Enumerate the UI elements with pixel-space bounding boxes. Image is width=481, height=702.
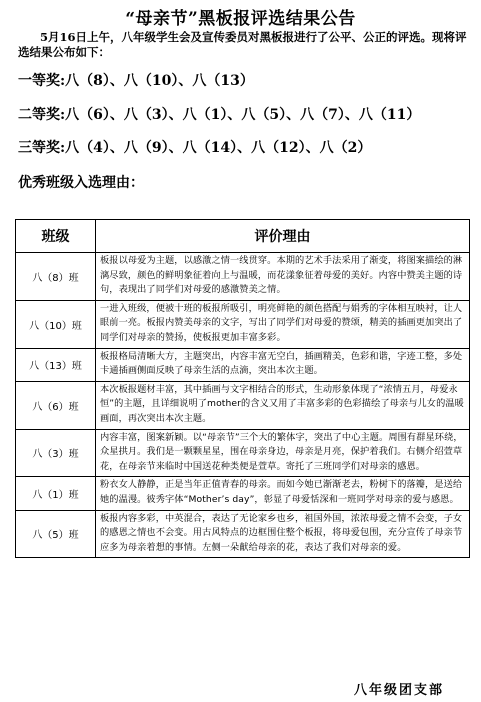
award-first	[18, 70, 254, 90]
header-reason: 评价理由	[96, 220, 470, 253]
award-classes: 八（4）、八（9）、八（14）、八（12）、八（2）	[65, 140, 372, 156]
page-title: “母亲节”黑板报评选结果公告	[125, 9, 356, 29]
class-cell: 八（10）班	[16, 300, 96, 348]
class-cell: 八（5）班	[16, 510, 96, 558]
evaluation-table	[15, 219, 470, 558]
class-cell: 八（1）班	[16, 477, 96, 510]
header-class: 班级	[16, 220, 96, 253]
award-third	[18, 137, 371, 157]
reason-cell: 粉衣女人静静，正是当年正值青春的母亲。而如今她已渐渐老去，粉树下的落瓣，是送给她的温漫。彼秀字体“Mother’s day”，彰显了母爱恬深和一班同学对母亲的爱与感恩。	[96, 477, 470, 510]
intro-paragraph: 5月16日上午，八年级学生会及宣传委员对黑板报进行了公平、公正的评选。现将评选结果公布如下：	[18, 30, 467, 59]
reason-cell: 本次板报题材丰富，其中插画与文字相结合的形式，生动形象体现了“浓情五月，母爱永恒”的主题，且详细说明了mother的含义又用了丰富多彩的色彩描绘了母亲与儿女的温暖画面，再次突出本次主题。	[96, 381, 470, 429]
table-row	[16, 381, 470, 429]
award-classes: 八（8）、八（10）、八（13）	[65, 73, 254, 89]
reason-cell: 板报以母爱为主题，以感激之情一线贯穿。本期的艺术手法采用了渐变，将图案描绘的淋漓尽致，颜色的鲜明象征着向上与温暖，而花漾象征着母爱的美好。内容中赞美主题的诗句，表现出了同学们对母爱的感激赞美之情。	[96, 253, 470, 301]
class-cell: 八（13）班	[16, 348, 96, 381]
class-cell: 八（8）班	[16, 253, 96, 301]
award-second	[18, 104, 420, 124]
reason-cell: 内容丰富，图案新颖。以“母亲节”三个大的繁体字，突出了中心主题。周围有群星环绕，众星拱月。我们是一颗颗星星，围在母亲身边，母亲是月亮，保护着我们。右侧介绍萱草花，在母亲节来临时中国送花种类便是萱草。寄托了三班同学们对母亲的感恩。	[96, 429, 470, 477]
award-label: 一等奖:	[18, 73, 66, 89]
table-row	[16, 510, 470, 558]
table-row	[16, 477, 470, 510]
award-label: 三等奖:	[18, 140, 66, 156]
table-row	[16, 300, 470, 348]
table-row	[16, 348, 470, 381]
signature: 八年级团支部	[354, 683, 445, 698]
reason-cell: 板报格局清晰大方，主题突出，内容丰富无空白，插画精美，色彩和谐，字迹工整，多处卡通插画侧面反映了母亲生活的点滴，突出本次主题。	[96, 348, 470, 381]
award-classes: 八（6）、八（3）、八（1）、八（5）、八（7）、八（11）	[65, 107, 421, 123]
class-cell: 八（6）班	[16, 381, 96, 429]
table-row	[16, 253, 470, 301]
table-row	[16, 429, 470, 477]
class-cell: 八（3）班	[16, 429, 96, 477]
reason-cell: 一进入班级，便被十班的板报所吸引，明亮鲜艳的颜色搭配与娟秀的字体相互映衬，让人眼前一亮。板报内赞美母亲的文字，写出了同学们对母爱的赞颂，精美的插画更加突出了同学们对母亲的赞扬，使板报更加丰富多彩。	[96, 300, 470, 348]
award-label: 二等奖:	[18, 107, 66, 123]
table-header-row	[16, 220, 470, 253]
reason-heading: 优秀班级入选理由：	[18, 175, 144, 191]
reason-cell: 板报内容多彩，中英混合，表达了无论家乡也乡，祖国外国，浓浓母爱之情不会变，子女的感恩之情也不会变。用古风特点的边框围住整个板报，将母爱包围，充分宣传了母亲节应多为母亲着想的事情。左侧一朵献给母亲的花，表达了我们对母亲的爱。	[96, 510, 470, 558]
